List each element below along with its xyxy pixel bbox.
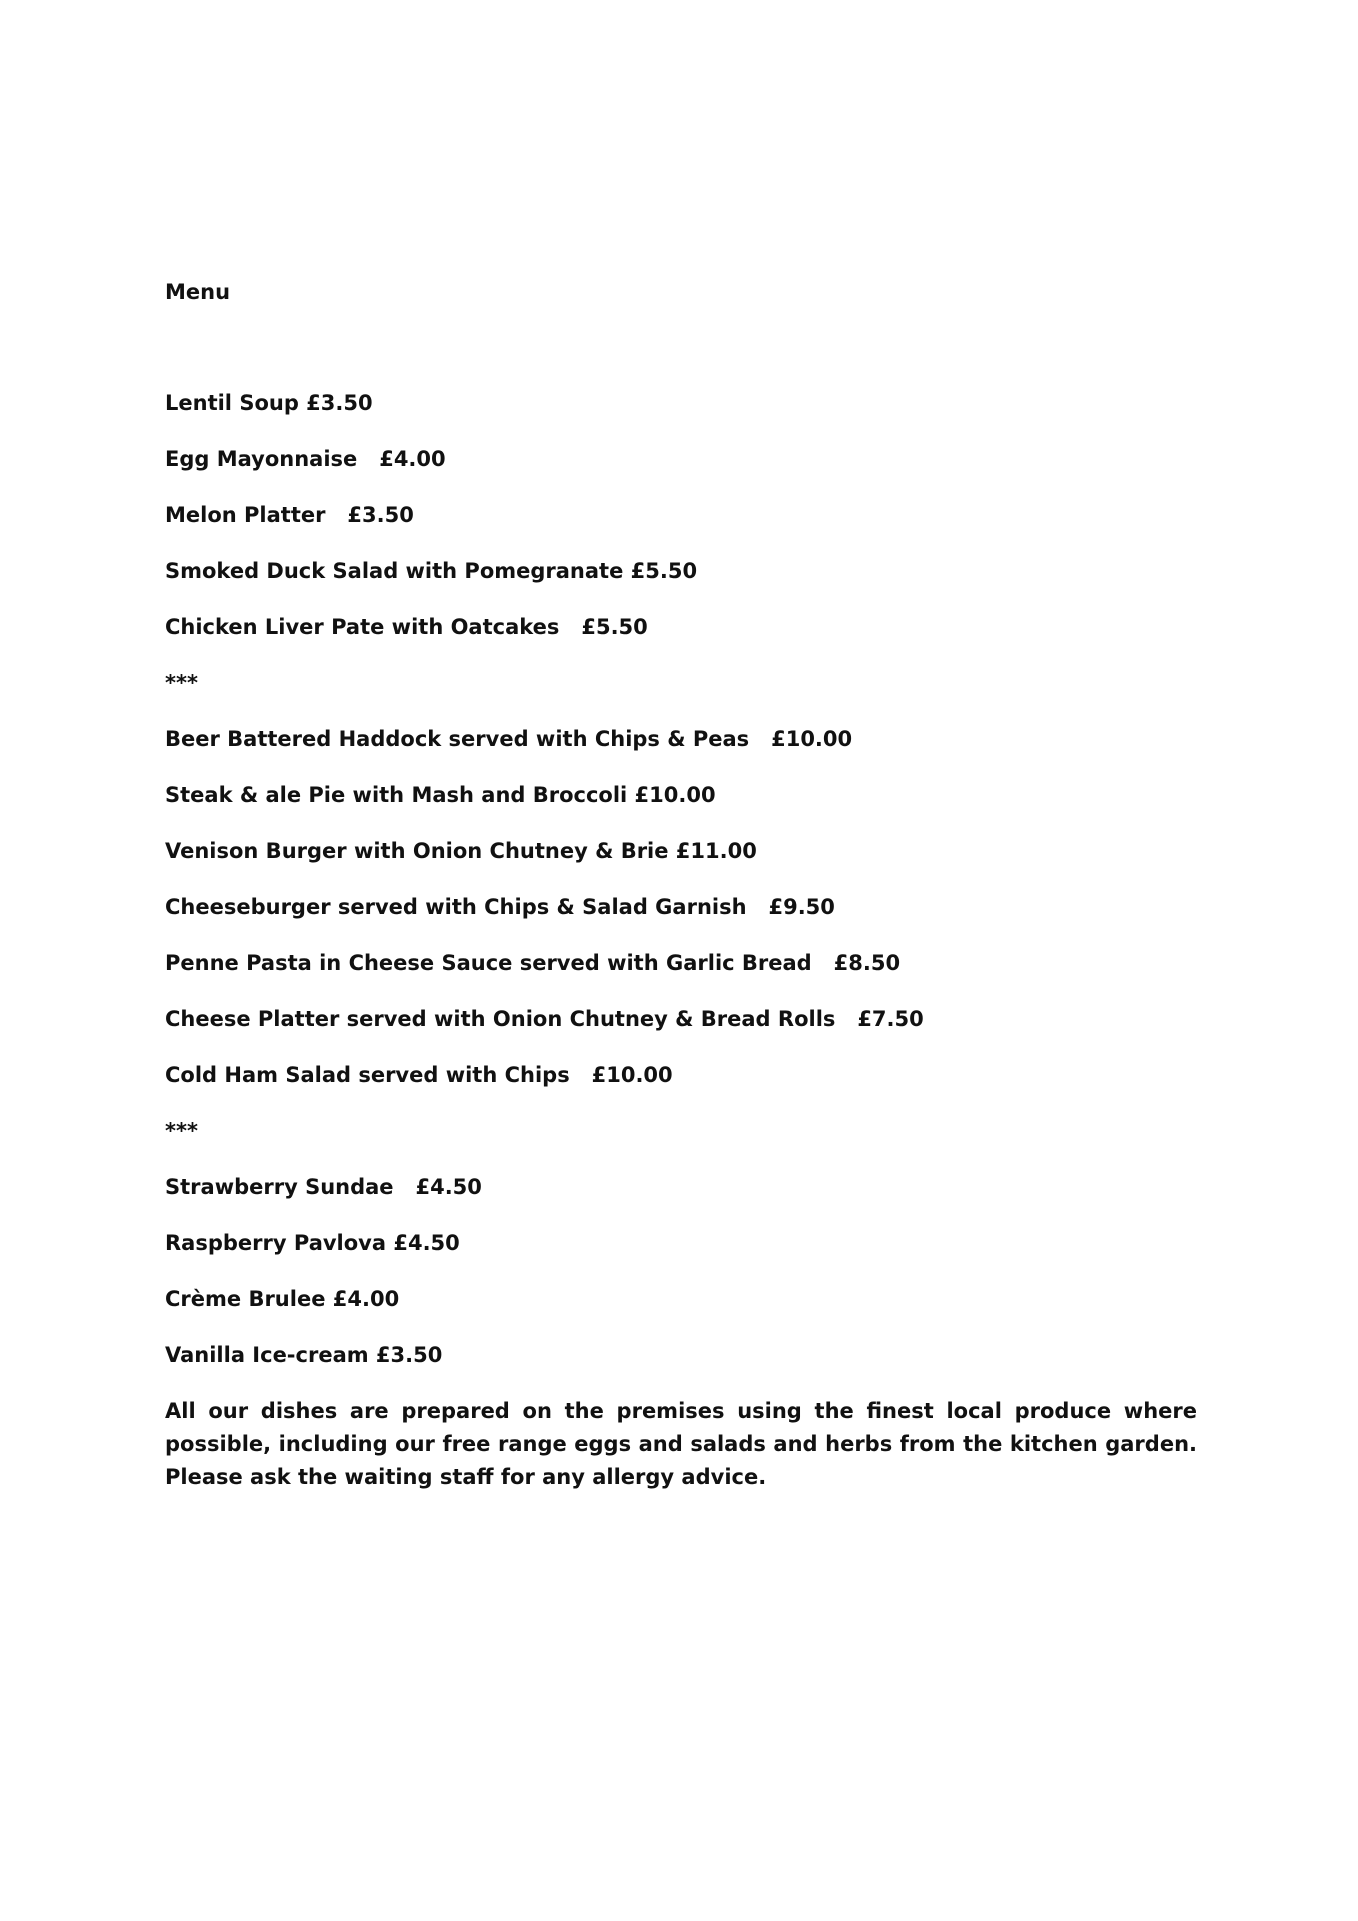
menu-item: Penne Pasta in Cheese Sauce served with Garlic Bread £8.50: [165, 951, 901, 975]
menu-item: Strawberry Sundae £4.50: [165, 1175, 482, 1199]
menu-item: Egg Mayonnaise £4.00: [165, 447, 446, 471]
menu-item: Cheeseburger served with Chips & Salad Garnish £9.50: [165, 895, 835, 919]
menu-item: Venison Burger with Onion Chutney & Brie £11.00: [165, 839, 757, 863]
menu-item: Smoked Duck Salad with Pomegranate £5.50: [165, 559, 698, 583]
menu-list: [165, 389, 1197, 1369]
menu-item: Chicken Liver Pate with Oatcakes £5.50: [165, 615, 648, 639]
menu-item: Melon Platter £3.50: [165, 503, 414, 527]
allergy-note: All our dishes are prepared on the premises using the finest local produce where possible, including our free range eggs and salads and herbs from the kitchen garden. Please ask the waiting staff for any allergy advice.: [165, 1399, 1197, 1489]
menu-item: Crème Brulee £4.00: [165, 1287, 400, 1311]
section-separator: ***: [165, 1119, 198, 1143]
menu-item: Lentil Soup £3.50: [165, 391, 373, 415]
menu-item: Steak & ale Pie with Mash and Broccoli £10.00: [165, 783, 716, 807]
menu-item: Raspberry Pavlova £4.50: [165, 1231, 460, 1255]
menu-item: Beer Battered Haddock served with Chips & Peas £10.00: [165, 727, 853, 751]
document-content: [165, 278, 1197, 1494]
section-separator: ***: [165, 671, 198, 695]
menu-item: Cheese Platter served with Onion Chutney & Bread Rolls £7.50: [165, 1007, 924, 1031]
menu-item: Cold Ham Salad served with Chips £10.00: [165, 1063, 673, 1087]
menu-item: Vanilla Ice-cream £3.50: [165, 1343, 443, 1367]
menu-title: Menu: [165, 280, 231, 304]
